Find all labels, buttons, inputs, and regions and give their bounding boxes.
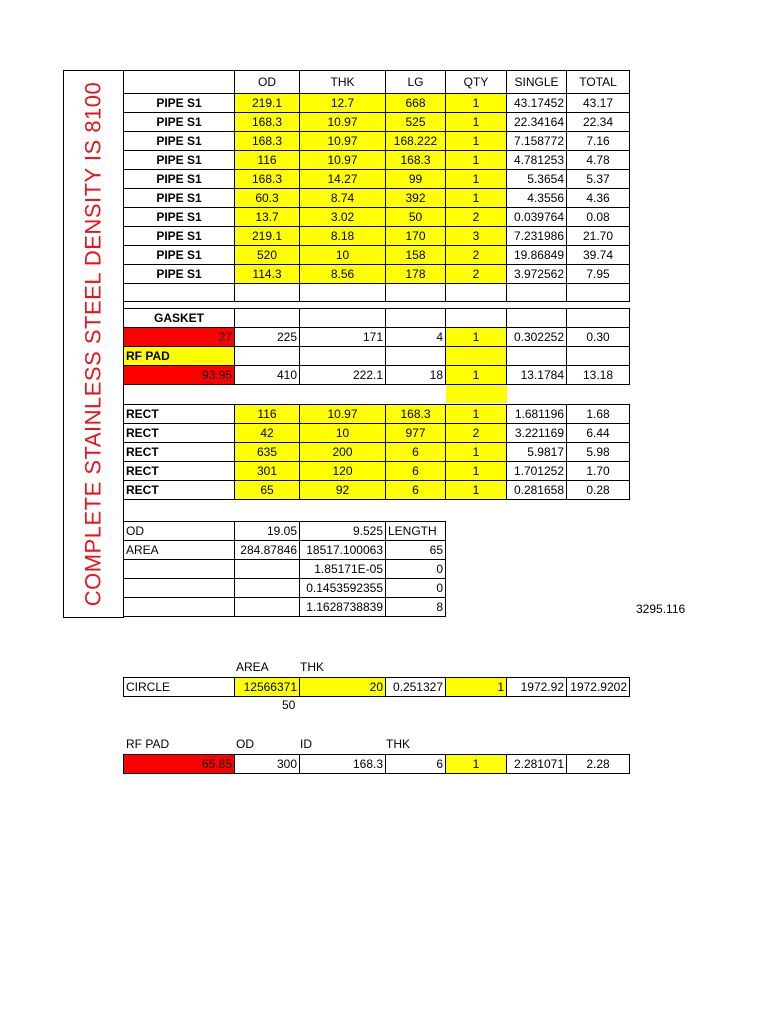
circle-qty: 1 — [446, 678, 507, 697]
pipe-single: 22.34164 — [507, 113, 567, 132]
pipe-total: 7.16 — [567, 132, 630, 151]
rect-name: RECT — [124, 443, 235, 462]
rect-c: 6 — [386, 443, 446, 462]
rect-table — [123, 404, 630, 500]
pipe-single: 7.158772 — [507, 132, 567, 151]
pipe-row — [124, 94, 630, 113]
pipe-thk: 10.97 — [300, 151, 386, 170]
rf-pad-c: 222.1 — [300, 366, 386, 385]
rf-pad-row — [124, 366, 630, 385]
circle-single: 1972.92 — [507, 678, 567, 697]
pipe-lg: 158 — [386, 246, 446, 265]
calc-row — [124, 560, 446, 579]
gasket-label: GASKET — [124, 309, 235, 328]
pipe-table — [123, 70, 630, 302]
pipe-od: 116 — [235, 151, 300, 170]
pipe-thk: 12.7 — [300, 94, 386, 113]
rf-pad-label-row — [124, 347, 630, 366]
pipe-total: 5.37 — [567, 170, 630, 189]
rect-total: 1.70 — [567, 462, 630, 481]
rect-name: RECT — [124, 405, 235, 424]
rf-pad2-id: 168.3 — [300, 755, 386, 774]
rect-b: 10 — [300, 424, 386, 443]
rect-rows — [124, 405, 630, 500]
pipe-name: PIPE S1 — [124, 113, 235, 132]
calc-cell — [235, 598, 300, 617]
pipe-thk: 10.97 — [300, 113, 386, 132]
gasket-table — [123, 308, 630, 403]
pipe-od: 114.3 — [235, 265, 300, 284]
circle-thk: 20 — [300, 678, 386, 697]
circle-area-header: AREA — [236, 660, 269, 674]
rect-a: 635 — [235, 443, 300, 462]
rect-c: 6 — [386, 462, 446, 481]
circle-row — [124, 678, 630, 697]
circle-total: 1972.9202 — [567, 678, 630, 697]
calc-cell — [235, 560, 300, 579]
rect-name: RECT — [124, 424, 235, 443]
rf-pad-label: RF PAD — [124, 347, 235, 366]
header-cell-blank — [124, 71, 235, 94]
rect-c: 168.3 — [386, 405, 446, 424]
calc-cell: 0 — [386, 560, 446, 579]
grand-total: 3295.116 — [636, 602, 686, 616]
pipe-row — [124, 170, 630, 189]
pipe-qty: 1 — [446, 113, 507, 132]
pipe-name: PIPE S1 — [124, 246, 235, 265]
pipe-lg: 392 — [386, 189, 446, 208]
calc-row — [124, 598, 446, 617]
calc-row — [124, 579, 446, 598]
pipe-qty: 1 — [446, 170, 507, 189]
pipe-row — [124, 246, 630, 265]
pipe-rows — [124, 94, 630, 284]
calc-cell: 8 — [386, 598, 446, 617]
gasket-row — [124, 328, 630, 347]
calc-cell: LENGTH — [386, 522, 446, 541]
pipe-lg: 99 — [386, 170, 446, 189]
circle-thk-header: THK — [300, 660, 324, 674]
gasket-label-row — [124, 309, 630, 328]
pipe-qty: 2 — [446, 265, 507, 284]
pipe-thk: 3.02 — [300, 208, 386, 227]
gasket-c: 171 — [300, 328, 386, 347]
rf-pad-qty: 1 — [446, 366, 507, 385]
pipe-od: 60.3 — [235, 189, 300, 208]
pipe-row — [124, 132, 630, 151]
pipe-thk: 8.18 — [300, 227, 386, 246]
circle-table — [123, 677, 630, 697]
pipe-name: PIPE S1 — [124, 189, 235, 208]
pipe-od: 168.3 — [235, 113, 300, 132]
pipe-thk: 10 — [300, 246, 386, 265]
rect-single: 1.681196 — [507, 405, 567, 424]
header-total: TOTAL — [567, 71, 630, 94]
rect-total: 6.44 — [567, 424, 630, 443]
pipe-name: PIPE S1 — [124, 265, 235, 284]
pipe-total: 22.34 — [567, 113, 630, 132]
rect-total: 0.28 — [567, 481, 630, 500]
rf-pad2-a: 65.85 — [124, 755, 235, 774]
circle-v1: 0.251327 — [386, 678, 446, 697]
rf-pad2-row — [124, 755, 630, 774]
rect-qty: 1 — [446, 443, 507, 462]
rf-pad2-thk-header: THK — [386, 737, 410, 751]
pipe-od: 13.7 — [235, 208, 300, 227]
rf-pad2-table — [123, 754, 630, 774]
pipe-qty: 1 — [446, 189, 507, 208]
circle-area: 12566371 — [235, 678, 300, 697]
rect-row — [124, 424, 630, 443]
calc-cell: 284.87846 — [235, 541, 300, 560]
header-thk: THK — [300, 71, 386, 94]
calc-cell — [124, 560, 235, 579]
pipe-row — [124, 265, 630, 284]
rect-a: 301 — [235, 462, 300, 481]
pipe-single: 7.231986 — [507, 227, 567, 246]
pipe-total: 4.78 — [567, 151, 630, 170]
rect-single: 1.701252 — [507, 462, 567, 481]
rect-a: 65 — [235, 481, 300, 500]
pipe-name: PIPE S1 — [124, 208, 235, 227]
pipe-lg: 168.3 — [386, 151, 446, 170]
pipe-total: 0.08 — [567, 208, 630, 227]
rect-c: 977 — [386, 424, 446, 443]
pipe-row — [124, 227, 630, 246]
rf-pad-total: 13.18 — [567, 366, 630, 385]
pipe-total: 21.70 — [567, 227, 630, 246]
pipe-name: PIPE S1 — [124, 227, 235, 246]
pipe-lg: 178 — [386, 265, 446, 284]
calc-cell: 1.1628738839 — [300, 598, 386, 617]
spacer-row — [124, 284, 630, 302]
rect-qty: 2 — [446, 424, 507, 443]
rf-pad2-single: 2.281071 — [507, 755, 567, 774]
pipe-lg: 525 — [386, 113, 446, 132]
calc-cell: AREA — [124, 541, 235, 560]
pipe-qty: 1 — [446, 94, 507, 113]
calc-cell — [124, 598, 235, 617]
calc-cell: 18517.100063 — [300, 541, 386, 560]
density-label-text: COMPLETE STAINLESS STEEL DENSITY IS 8100 — [80, 81, 106, 607]
rf-pad2-od-header: OD — [236, 737, 254, 751]
pipe-od: 168.3 — [235, 132, 300, 151]
pipe-single: 5.3654 — [507, 170, 567, 189]
calc-row — [124, 522, 446, 541]
gasket-a: 27 — [124, 328, 235, 347]
pipe-row — [124, 189, 630, 208]
calc-cell: OD — [124, 522, 235, 541]
calc-cell: 19.05 — [235, 522, 300, 541]
rect-single: 0.281658 — [507, 481, 567, 500]
gasket-b: 225 — [235, 328, 300, 347]
calc-cell — [124, 579, 235, 598]
pipe-single: 4.3556 — [507, 189, 567, 208]
pipe-single: 3.972562 — [507, 265, 567, 284]
rect-row — [124, 405, 630, 424]
pipe-total: 4.36 — [567, 189, 630, 208]
pipe-lg: 170 — [386, 227, 446, 246]
rf-pad2-total: 2.28 — [567, 755, 630, 774]
pipe-lg: 668 — [386, 94, 446, 113]
rect-a: 116 — [235, 405, 300, 424]
header-od: OD — [235, 71, 300, 94]
pipe-thk: 8.74 — [300, 189, 386, 208]
rf-pad-b: 410 — [235, 366, 300, 385]
pipe-qty: 1 — [446, 132, 507, 151]
pipe-row — [124, 113, 630, 132]
calc-cell: 1.85171E-05 — [300, 560, 386, 579]
rect-b: 10.97 — [300, 405, 386, 424]
rect-row — [124, 462, 630, 481]
rect-b: 200 — [300, 443, 386, 462]
rect-qty: 1 — [446, 462, 507, 481]
rect-single: 3.221169 — [507, 424, 567, 443]
pipe-qty: 3 — [446, 227, 507, 246]
rect-total: 1.68 — [567, 405, 630, 424]
circle-below-value: 50 — [282, 698, 296, 712]
pipe-total: 43.17 — [567, 94, 630, 113]
calc-rows — [124, 522, 446, 617]
pipe-od: 219.1 — [235, 94, 300, 113]
pipe-single: 0.039764 — [507, 208, 567, 227]
pipe-od: 219.1 — [235, 227, 300, 246]
rf-pad-a: 93.95 — [124, 366, 235, 385]
pipe-row — [124, 151, 630, 170]
rect-name: RECT — [124, 462, 235, 481]
pipe-thk: 10.97 — [300, 132, 386, 151]
rf-pad-d: 18 — [386, 366, 446, 385]
pipe-total: 39.74 — [567, 246, 630, 265]
pipe-name: PIPE S1 — [124, 132, 235, 151]
calc-cell: 0.1453592355 — [300, 579, 386, 598]
header-single: SINGLE — [507, 71, 567, 94]
calc-cell: 65 — [386, 541, 446, 560]
rect-row — [124, 443, 630, 462]
calc-row — [124, 541, 446, 560]
pipe-qty: 2 — [446, 246, 507, 265]
rect-a: 42 — [235, 424, 300, 443]
gasket-single: 0.302252 — [507, 328, 567, 347]
rf-pad2-label: RF PAD — [126, 737, 170, 751]
pipe-qty: 2 — [446, 208, 507, 227]
pipe-single: 43.17452 — [507, 94, 567, 113]
rect-single: 5.9817 — [507, 443, 567, 462]
header-row — [124, 71, 630, 94]
rect-b: 92 — [300, 481, 386, 500]
rf-pad2-thk: 6 — [386, 755, 446, 774]
pipe-name: PIPE S1 — [124, 151, 235, 170]
calc-table — [123, 521, 446, 617]
rf-pad2-od: 300 — [235, 755, 300, 774]
pipe-row — [124, 208, 630, 227]
rect-b: 120 — [300, 462, 386, 481]
pipe-lg: 168.222 — [386, 132, 446, 151]
pipe-thk: 8.56 — [300, 265, 386, 284]
rect-c: 6 — [386, 481, 446, 500]
gasket-total: 0.30 — [567, 328, 630, 347]
pipe-single: 4.781253 — [507, 151, 567, 170]
calc-cell — [235, 579, 300, 598]
rect-name: RECT — [124, 481, 235, 500]
pipe-name: PIPE S1 — [124, 170, 235, 189]
header-qty: QTY — [446, 71, 507, 94]
density-side-label — [63, 70, 124, 618]
rf-pad-single: 13.1784 — [507, 366, 567, 385]
pipe-od: 168.3 — [235, 170, 300, 189]
pipe-name: PIPE S1 — [124, 94, 235, 113]
rect-qty: 1 — [446, 481, 507, 500]
pipe-lg: 50 — [386, 208, 446, 227]
calc-cell: 9.525 — [300, 522, 386, 541]
pipe-qty: 1 — [446, 151, 507, 170]
gasket-spacer-row — [124, 385, 630, 403]
pipe-single: 19.86849 — [507, 246, 567, 265]
rf-pad2-qty: 1 — [446, 755, 507, 774]
calc-cell: 0 — [386, 579, 446, 598]
rect-total: 5.98 — [567, 443, 630, 462]
pipe-od: 520 — [235, 246, 300, 265]
gasket-qty: 1 — [446, 328, 507, 347]
pipe-total: 7.95 — [567, 265, 630, 284]
rect-row — [124, 481, 630, 500]
rect-qty: 1 — [446, 405, 507, 424]
rf-pad2-id-header: ID — [300, 737, 312, 751]
gasket-d: 4 — [386, 328, 446, 347]
circle-name: CIRCLE — [124, 678, 235, 697]
pipe-thk: 14.27 — [300, 170, 386, 189]
header-lg: LG — [386, 71, 446, 94]
